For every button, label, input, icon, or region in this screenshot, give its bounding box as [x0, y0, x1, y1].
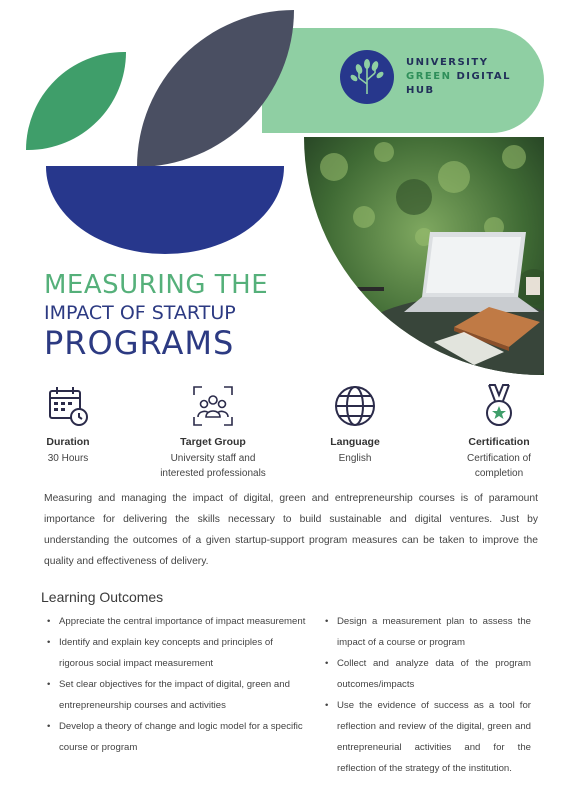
laptop-photo	[304, 137, 544, 375]
title-line-2: IMPACT OF STARTUP	[44, 302, 236, 324]
people-group-icon	[138, 383, 288, 429]
fact-label: Target Group	[180, 436, 246, 448]
fact-value: University staff and interested professionals	[160, 453, 266, 479]
calendar-clock-icon	[0, 383, 143, 429]
fact-target-group	[138, 383, 288, 481]
intro-paragraph: Measuring and managing the impact of digital, green and entrepreneurship courses is of paramount importance for delivering the skills necessary to build sustainable and digital ventures. Just by understanding the outcomes of a given startup-support program measures can be taken to improve the quality and effectiveness of delivery.	[44, 493, 538, 567]
slate-leaf-shape	[137, 10, 294, 167]
fact-certification	[424, 383, 566, 481]
logo-wordmark	[406, 56, 511, 98]
logo-line-university: UNIVERSITY	[406, 57, 489, 68]
fact-value: Certification of completion	[467, 453, 531, 479]
navy-half-circle-shape	[46, 166, 284, 254]
fact-label: Duration	[46, 436, 90, 448]
fact-label: Certification	[468, 436, 530, 448]
university-green-digital-hub-logo	[340, 50, 511, 104]
course-facts	[0, 383, 566, 483]
learning-outcomes-heading: Learning Outcomes	[41, 589, 164, 605]
fact-value: English	[338, 453, 372, 464]
learning-outcomes-right-list	[323, 611, 531, 779]
title-line-1: MEASURING THE	[44, 270, 269, 300]
list-item: • Design a measurement plan to assess the impact of a course or program	[323, 611, 531, 653]
list-item: • Use the evidence of success as a tool for reflection and review of the digital, green and entrepreneurial activities and for the reflection of the strategy of the institution.	[323, 695, 531, 779]
fact-duration	[0, 383, 143, 466]
list-item: • Develop a theory of change and logic model for a specific course or program	[45, 716, 307, 758]
medal-icon	[424, 383, 566, 429]
title-line-3: PROGRAMS	[44, 324, 235, 362]
logo-line-hub: HUB	[406, 85, 435, 96]
green-leaf-shape	[26, 52, 126, 150]
list-item: • Collect and analyze data of the program outcomes/impacts	[323, 653, 531, 695]
page-title	[44, 270, 268, 362]
list-item: • Identify and explain key concepts and principles of rigorous social impact measurement	[45, 632, 307, 674]
list-item: • Appreciate the central importance of impact measurement	[45, 611, 307, 632]
fact-language	[280, 383, 430, 466]
fact-value: 30 Hours	[47, 453, 89, 464]
fact-label: Language	[330, 436, 380, 448]
list-item: • Set clear objectives for the impact of digital, green and entrepreneurship courses and activities	[45, 674, 307, 716]
logo-line-green-digital: GREEN DIGITAL	[406, 71, 512, 82]
globe-icon	[280, 383, 430, 429]
learning-outcomes-left-list	[45, 611, 307, 758]
logo-tree-icon	[340, 50, 394, 104]
